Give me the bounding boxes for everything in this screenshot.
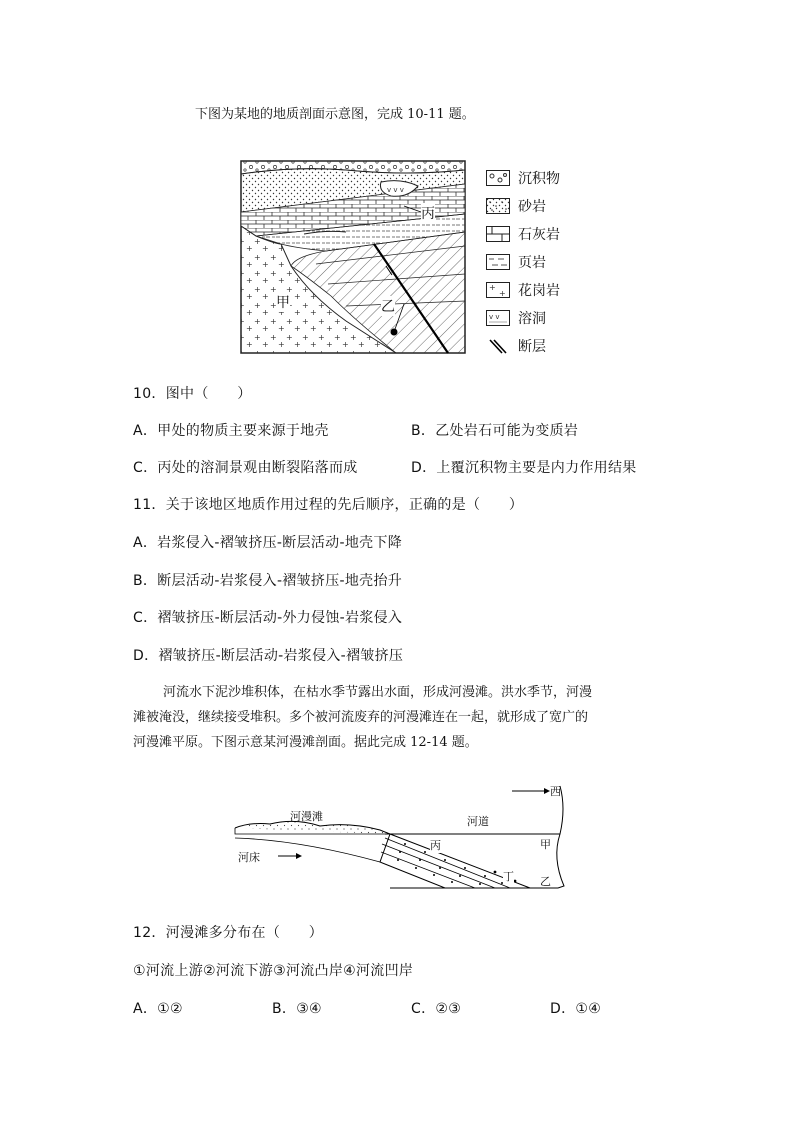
q10-option-c: C．丙处的溶洞景观由断裂陷落而成	[133, 460, 358, 476]
legend-granite	[486, 279, 560, 301]
label-bing: 丙	[421, 203, 435, 223]
legend-sediment	[486, 167, 560, 189]
q10-option-d: D．上覆沉积物主要是内力作用结果	[411, 460, 637, 476]
intro2-line-1: 河流水下泥沙堆积体，在枯水季节露出水面，形成河漫滩。洪水季节，河漫	[163, 685, 593, 700]
label-bing-2: 丙	[430, 839, 441, 852]
label-riverbed: 河床	[238, 851, 260, 864]
cave-pattern-icon	[486, 310, 510, 326]
svg-text:v v v: v v v	[387, 186, 404, 194]
label-ding: 丁	[503, 870, 514, 883]
sediment-pattern-icon	[486, 170, 510, 186]
limestone-pattern-icon	[486, 226, 510, 242]
granite-pattern-icon	[486, 282, 510, 298]
legend-shale	[486, 251, 546, 273]
q11-option-a: A．岩浆侵入-褶皱挤压-断层活动-地壳下降	[133, 535, 403, 551]
legend-label: 花岗岩	[518, 283, 560, 299]
label-jia: 甲	[276, 292, 290, 312]
legend-label: 页岩	[518, 255, 546, 271]
q12-option-b: B．③④	[272, 1001, 322, 1017]
legend-fault	[486, 335, 546, 357]
legend-sandstone	[486, 195, 546, 217]
sandstone-pattern-icon	[486, 198, 510, 214]
intro2-line-2: 滩被淹没，继续接受堆积。多个被河流废弃的河漫滩连在一起，就形成了宽广的	[133, 710, 589, 725]
intro-text-1: 下图为某地的地质剖面示意图，完成 10-11 题。	[195, 107, 475, 122]
shale-pattern-icon	[486, 254, 510, 270]
label-floodplain: 河漫滩	[290, 810, 323, 823]
q12-option-c: C．②③	[411, 1001, 462, 1017]
q11-stem: 11．关于该地区地质作用过程的先后顺序，正确的是（ ）	[133, 497, 524, 513]
q11-option-b: B．断层活动-岩浆侵入-褶皱挤压-地壳抬升	[133, 573, 403, 589]
label-west: 西	[550, 785, 561, 798]
fault-symbol-icon	[486, 338, 510, 354]
label-channel: 河道	[467, 815, 489, 828]
svg-text:+: +	[489, 283, 496, 292]
q12-option-a: A．①②	[133, 1001, 183, 1017]
q12-stem: 12．河漫滩多分布在（ ）	[133, 925, 324, 941]
legend-limestone	[486, 223, 560, 245]
floodplain-section-figure	[230, 778, 575, 898]
intro2-line-3: 河漫滩平原。下图示意某河漫滩剖面。据此完成 12-14 题。	[133, 735, 478, 750]
label-yi-2: 乙	[540, 875, 551, 888]
legend-label: 断层	[518, 339, 546, 355]
q12-option-d: D．①④	[550, 1001, 602, 1017]
legend-cave	[486, 307, 546, 329]
q10-option-a: A．甲处的物质主要来源于地壳	[133, 423, 329, 439]
q10-stem: 10．图中（ ）	[133, 386, 252, 402]
legend-label: 沉积物	[518, 171, 560, 187]
legend-label: 石灰岩	[518, 227, 560, 243]
legend-label: 砂岩	[518, 199, 546, 215]
intro-paragraph-2	[133, 680, 673, 755]
q11-option-d: D．褶皱挤压-断层活动-岩浆侵入-褶皱挤压	[133, 648, 404, 664]
q12-options-list: ①河流上游②河流下游③河流凸岸④河流凹岸	[133, 963, 414, 979]
geologic-section-figure	[236, 156, 472, 358]
q11-option-c: C．褶皱挤压-断层活动-外力侵蚀-岩浆侵入	[133, 610, 403, 626]
svg-text:+: +	[499, 289, 506, 298]
label-jia-2: 甲	[540, 838, 551, 851]
svg-text:v v: v v	[489, 313, 500, 321]
legend-label: 溶洞	[518, 311, 546, 327]
q10-option-b: B．乙处岩石可能为变质岩	[411, 423, 579, 439]
label-yi: 乙	[381, 296, 395, 316]
